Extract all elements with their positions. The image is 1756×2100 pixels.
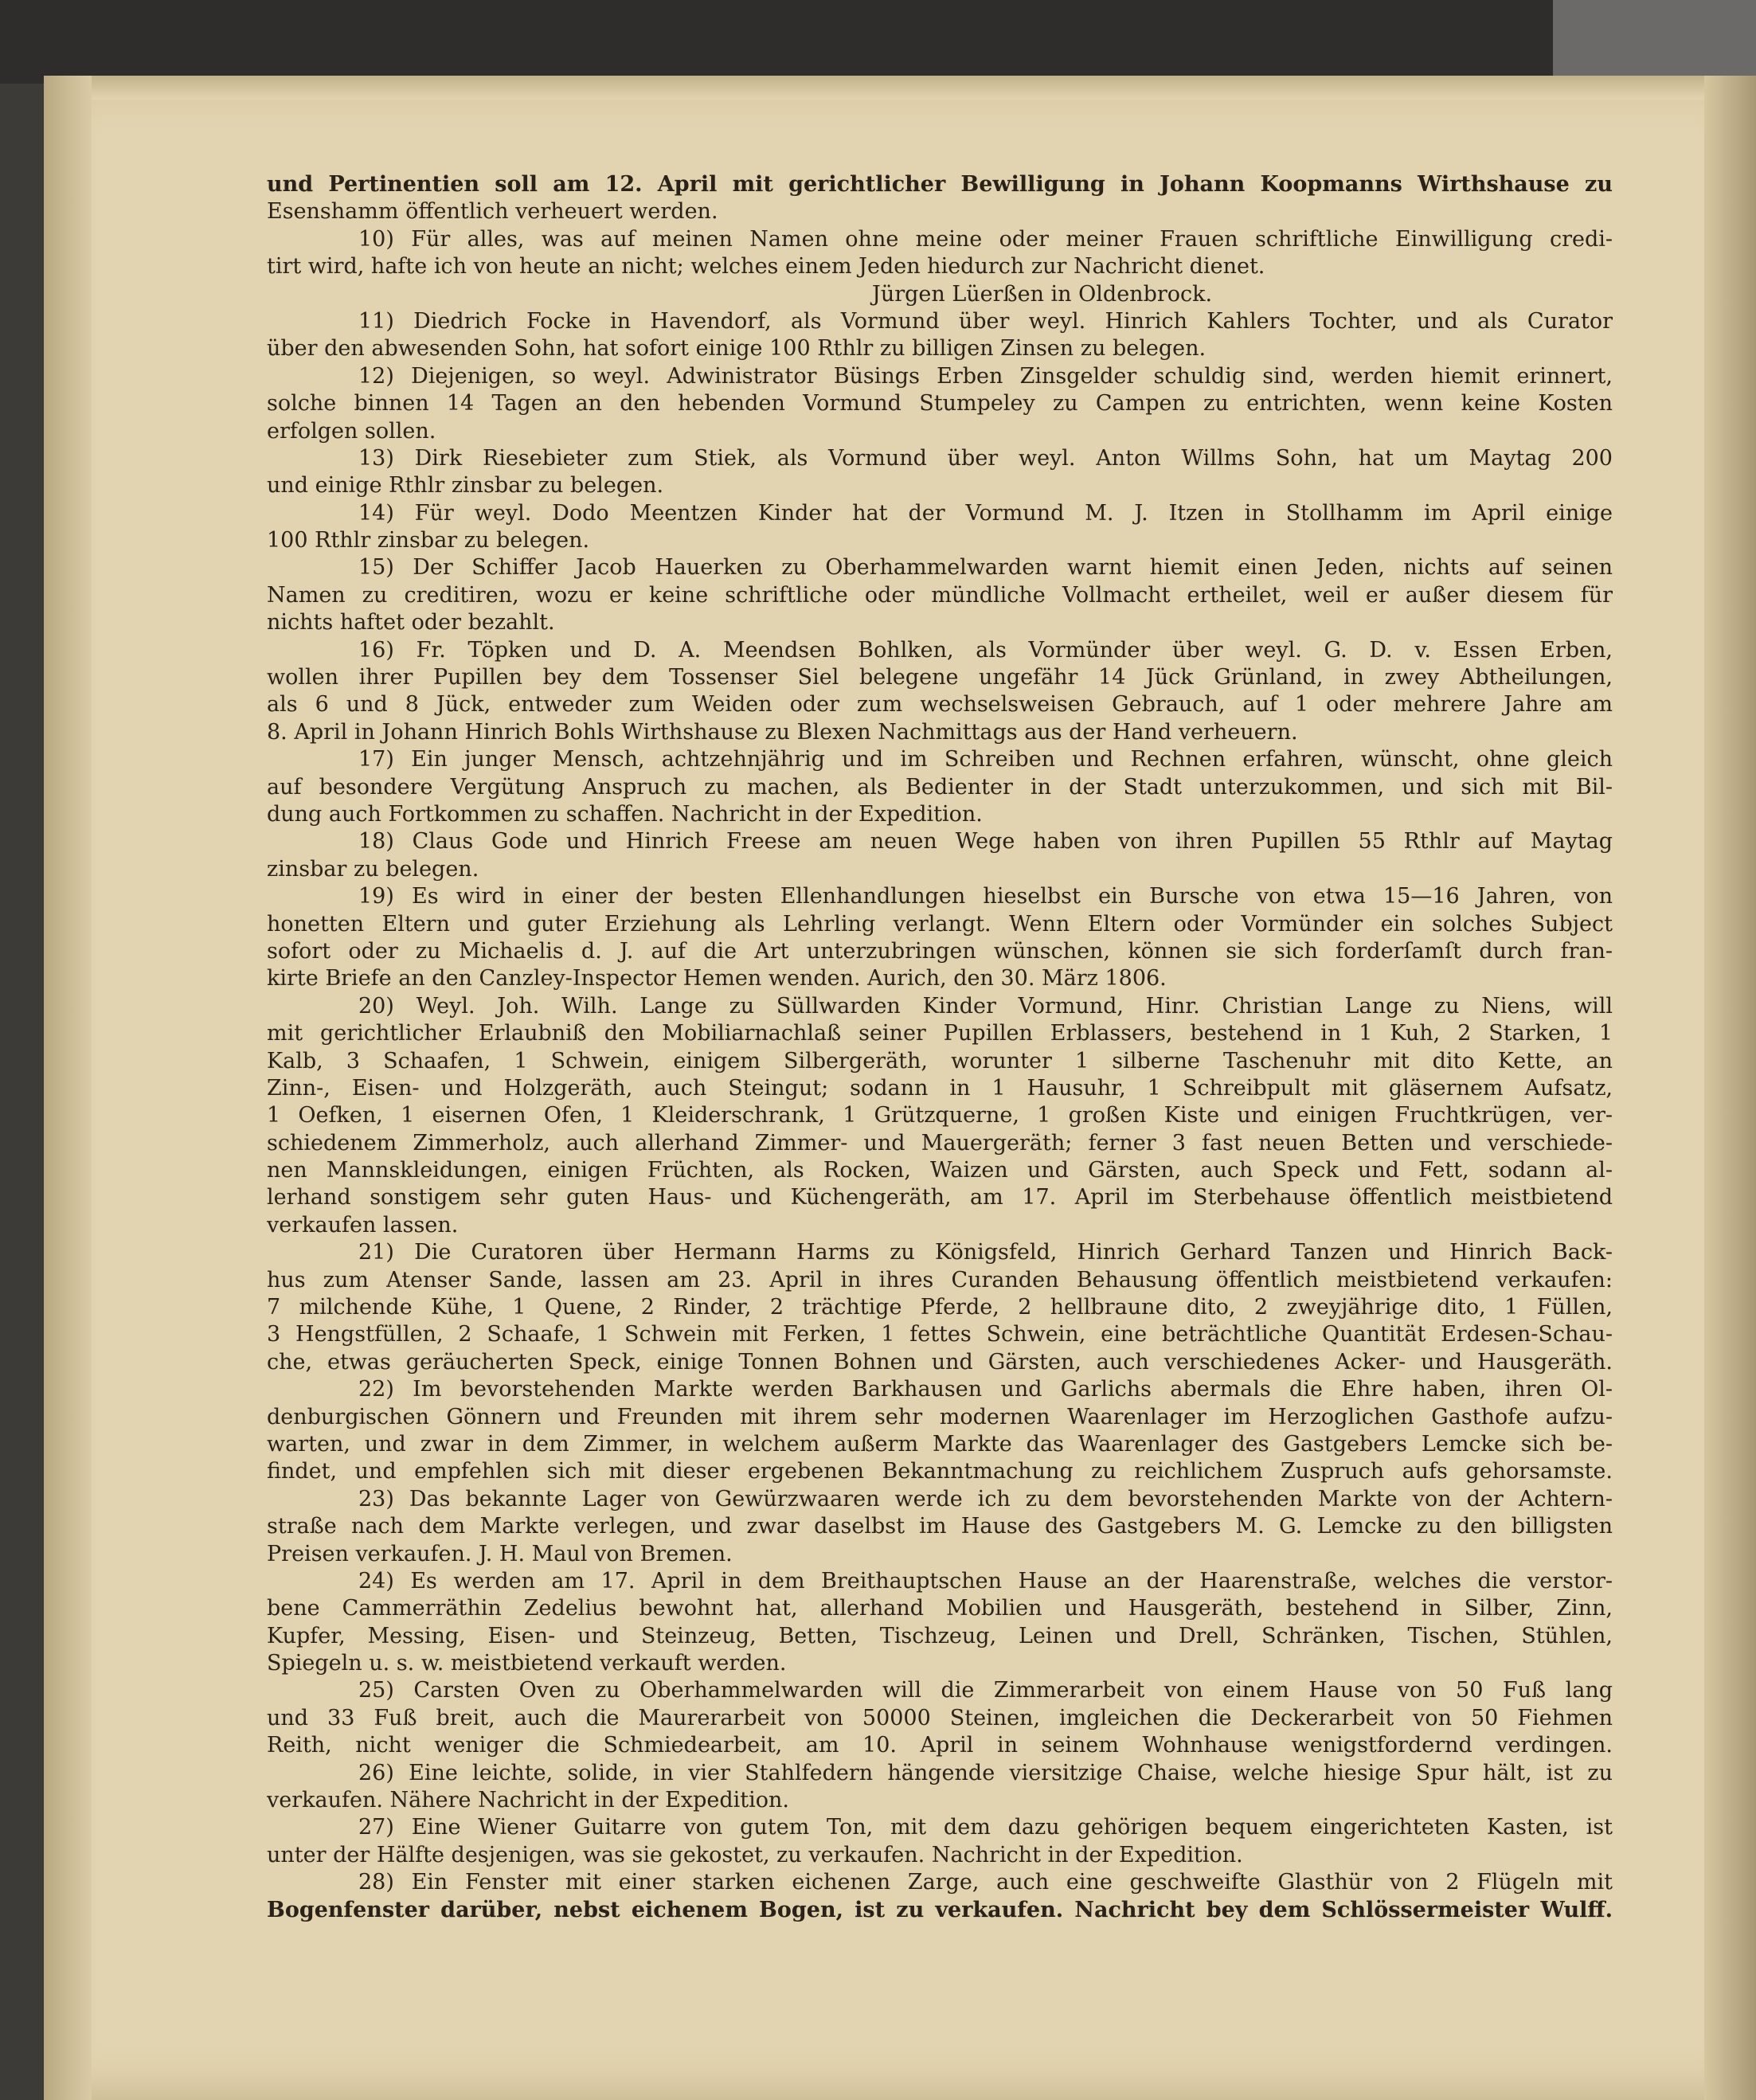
text-line: warten, und zwar in dem Zimmer, in welchem außerm Markte das Waarenlager des Gastgebers Lemcke sich be- [267,1431,1613,1457]
text-line: als 6 und 8 Jück, entweder zum Weiden oder zum wechselsweisen Gebrauch, auf 1 oder mehrere Jahre am [267,692,1613,718]
text-line: nichts haftet oder bezahlt. [267,610,555,635]
text-line: Bogenfenster darüber, nebst eichenem Bogen, ist zu verkaufen. Nachricht bey dem Schlössermeister Wulff. [267,1897,1613,1922]
text-line: dung auch Fortkommen zu schaffen. Nachricht in der Expedition. [267,801,983,827]
text-line: findet, und empfehlen sich mit dieser ergebenen Bekanntmachung zu reichlichem Zuspruch aufs gehorsamste. [267,1459,1613,1484]
text-line: verkaufen lassen. [267,1212,459,1238]
text-line: 27) Eine Wiener Guitarre von gutem Ton, mit dem dazu gehörigen bequem eingerichteten Kasten, ist [358,1815,1613,1840]
text-line: 3 Hengstfüllen, 2 Schaafe, 1 Schwein mit Ferken, 1 fettes Schwein, eine beträchtliche Quantität Erdesen-Schau- [267,1322,1613,1347]
text-line: 23) Das bekannte Lager von Gewürzwaaren werde ich zu dem bevorstehenden Markte von der Achtern- [358,1486,1613,1511]
text-line: Preisen verkaufen. J. H. Maul von Bremen. [267,1541,733,1566]
text-line: Reith, nicht weniger die Schmiedearbeit, am 10. April in seinem Wohnhause wenigstfordernd verdingen. [267,1733,1613,1758]
text-line: Spiegeln u. s. w. meistbietend verkauft werden. [267,1651,787,1676]
text-line: und Pertinentien soll am 12. April mit gerichtlicher Bewilligung in Johann Koopmanns Wirthshause zu [267,172,1613,197]
text-line: über den abwesenden Sohn, hat sofort einige 100 Rthlr zu billigen Zinsen zu belegen. [267,336,1207,362]
text-line: 12) Diejenigen, so weyl. Adwinistrator Büsings Erben Zinsgelder schuldig sind, werden hiemit erinnert, [358,363,1613,389]
text-line: 15) Der Schiffer Jacob Hauerken zu Oberhammelwarden warnt hiemit einen Jeden, nichts auf seinen [358,555,1613,581]
text-line: erfolgen sollen. [267,418,436,444]
page-edge-right [1704,76,1756,2100]
text-line: 16) Fr. Töpken und D. A. Meendsen Bohlken, als Vormünder über weyl. G. D. v. Essen Erben, [358,637,1613,663]
text-line: 13) Dirk Riesebieter zum Stiek, als Vormund über weyl. Anton Willms Sohn, hat um Maytag 200 [358,445,1613,471]
document-text [267,171,1613,1987]
text-line: 24) Es werden am 17. April in dem Breithauptschen Hause an der Haarenstraße, welches die verstor- [358,1568,1613,1594]
text-line: denburgischen Gönnern und Freunden mit ihrem sehr modernen Waarenlager im Herzoglichen Gasthofe aufzu- [267,1404,1613,1429]
text-line: straße nach dem Markte verlegen, und zwar daselbst im Hause des Gastgebers M. G. Lemcke zu den billigsten [267,1514,1613,1539]
text-line: 18) Claus Gode und Hinrich Freese am neuen Wege haben von ihren Pupillen 55 Rthlr auf Maytag [358,829,1613,854]
text-line: Zinn-, Eisen- und Holzgeräth, auch Steingut; sodann in 1 Hausuhr, 1 Schreibpult mit gläsernem Aufsatz, [267,1075,1613,1101]
text-line: und 33 Fuß breit, auch die Maurerarbeit von 50000 Steinen, imgleichen die Deckerarbeit von 50 Fiehmen [267,1705,1613,1730]
text-line: Namen zu creditiren, wozu er keine schriftliche oder mündliche Vollmacht ertheilet, weil er außer diesem für [267,582,1613,608]
text-line: bene Cammerräthin Zedelius bewohnt hat, allerhand Mobilien und Hausgeräth, bestehend in Silber, Zinn, [267,1596,1613,1621]
text-line: 19) Es wird in einer der besten Ellenhandlungen hieselbst ein Bursche von etwa 15—16 Jahren, von [358,884,1613,909]
text-line: 20) Weyl. Joh. Wilh. Lange zu Süllwarden Kinder Vormund, Hinr. Christian Lange zu Niens, will [358,993,1613,1019]
text-line: unter der Hälfte desjenigen, was sie gekostet, zu verkaufen. Nachricht in der Expedition. [267,1842,1243,1867]
text-line: schiedenem Zimmerholz, auch allerhand Zimmer- und Mauergeräth; ferner 3 fast neuen Betten und verschiede- [267,1130,1613,1156]
text-line: sofort oder zu Michaelis d. J. auf die Art unterzubringen wünschen, können sie sich forderſamſt durch fran- [267,938,1613,964]
text-line: nen Mannskleidungen, einigen Früchten, als Rocken, Waizen und Gärsten, auch Speck und Fett, sodann al- [267,1158,1613,1183]
text-line: 28) Ein Fenster mit einer starken eichenen Zarge, auch eine geschweifte Glasthür von 2 Flügeln mit [358,1870,1613,1895]
text-line: Kupfer, Messing, Eisen- und Steinzeug, Betten, Tischzeug, Leinen und Drell, Schränken, Tischen, Stühlen, [267,1623,1613,1648]
text-line: wollen ihrer Pupillen bey dem Tossenser Siel belegene ungefähr 14 Jück Grünland, in zwey Abtheilungen, [267,665,1613,690]
text-line: auf besondere Vergütung Anspruch zu machen, als Bedienter in der Stadt unterzukommen, und sich mit Bil- [267,774,1613,800]
text-line: honetten Eltern und guter Erziehung als Lehrling verlangt. Wenn Eltern oder Vormünder ein solches Subject [267,911,1613,937]
text-line: Jürgen Lüerßen in Oldenbrock. [872,281,1213,307]
text-line: mit gerichtlicher Erlaubniß den Mobiliarnachlaß seiner Pupillen Erblassers, bestehend in 1 Kuh, 2 Starken, 1 [267,1021,1613,1046]
text-line: 10) Für alles, was auf meinen Namen ohne meine oder meiner Frauen schriftliche Einwilligung credi- [358,226,1613,252]
text-line: 17) Ein junger Mensch, achtzehnjährig und im Schreiben und Rechnen erfahren, wünscht, ohne gleich [358,747,1613,772]
text-line: und einige Rthlr zinsbar zu belegen. [267,473,664,499]
text-line: verkaufen. Nähere Nachricht in der Expedition. [267,1788,789,1813]
text-line: kirte Briefe an den Canzley-Inspector Hemen wenden. Aurich, den 30. März 1806. [267,966,1167,991]
text-line: tirt wird, hafte ich von heute an nicht; welches einem Jeden hiedurch zur Nachricht dienet. [267,254,1265,280]
text-line: hus zum Atenser Sande, lassen am 23. April in ihres Curanden Behausung öffentlich meistbietend verkaufen: [267,1267,1613,1292]
text-line: Kalb, 3 Schaafen, 1 Schwein, einigem Silbergeräth, worunter 1 silberne Taschenuhr mit dito Kette, an [267,1048,1613,1073]
text-line: 11) Diedrich Focke in Havendorf, als Vormund über weyl. Hinrich Kahlers Tochter, und als Curator [358,308,1613,334]
text-line: lerhand sonstigem sehr guten Haus- und Küchengeräth, am 17. April im Sterbehause öffentlich meistbietend [267,1185,1613,1210]
text-line: 7 milchende Kühe, 1 Quene, 2 Rinder, 2 trächtige Pferde, 2 hellbraune dito, 2 zweyjährige dito, 1 Füllen, [267,1295,1613,1320]
scanner-background [0,0,1756,84]
text-line: 25) Carsten Oven zu Oberhammelwarden will die Zimmerarbeit von einem Hause von 50 Fuß lang [358,1678,1613,1703]
text-line: Esenshamm öffentlich verheuert werden. [267,199,718,225]
text-line: 22) Im bevorstehenden Markte werden Barkhausen und Garlichs abermals die Ehre haben, ihren Ol- [358,1377,1613,1402]
text-line: 21) Die Curatoren über Hermann Harms zu Königsfeld, Hinrich Gerhard Tanzen und Hinrich Back- [358,1240,1613,1265]
text-line: 100 Rthlr zinsbar zu belegen. [267,528,590,553]
text-line: zinsbar zu belegen. [267,856,479,882]
text-line: 1 Oefken, 1 eisernen Ofen, 1 Kleiderschrank, 1 Grützquerne, 1 großen Kiste und einigen Fruchtkrügen, ver- [267,1103,1613,1128]
text-line: che, etwas geräucherten Speck, einige Tonnen Bohnen und Gärsten, auch verschiedenes Acker- und Hausgeräth. [267,1349,1613,1375]
scanner-corner [1553,0,1756,88]
page-edge-top [44,76,1756,100]
page-edge-left [44,76,92,2100]
text-line: 26) Eine leichte, solide, in vier Stahlfedern hängende viersitzige Chaise, welche hiesige Spur hält, ist zu [358,1760,1613,1785]
text-line: 8. April in Johann Hinrich Bohls Wirthshause zu Blexen Nachmittags aus der Hand verheuern. [267,719,1298,745]
text-line: solche binnen 14 Tagen an den hebenden Vormund Stumpeley zu Campen zu entrichten, wenn keine Kosten [267,391,1613,416]
text-line: 14) Für weyl. Dodo Meentzen Kinder hat der Vormund M. J. Itzen in Stollhamm im April einige [358,500,1613,526]
